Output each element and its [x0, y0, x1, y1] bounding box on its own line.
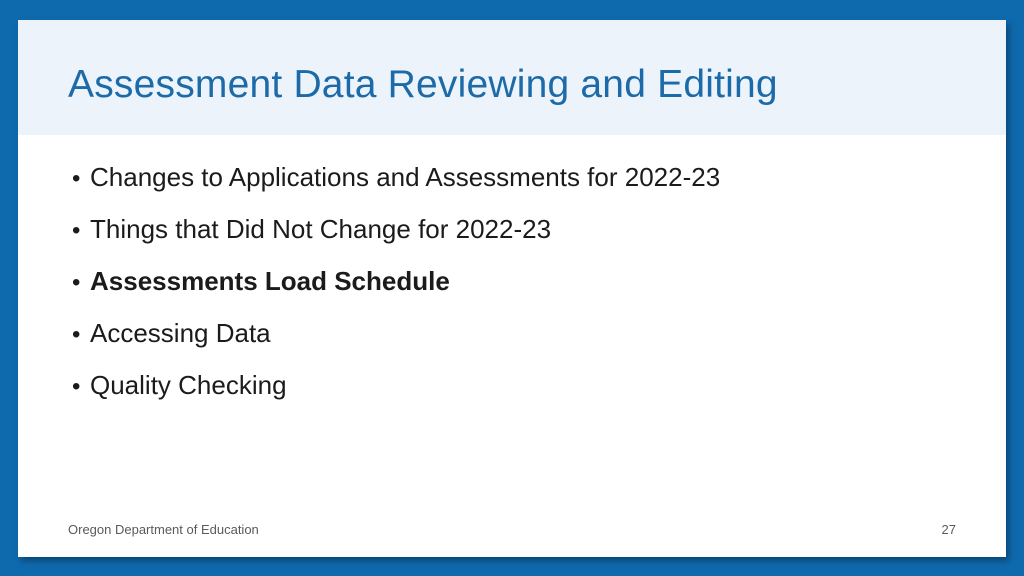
bullet-item-4 — [72, 370, 1006, 400]
footer-page-number: 27 — [941, 522, 956, 537]
bullet-item-3 — [72, 318, 1006, 348]
bullet-marker: • — [72, 217, 81, 244]
footer-organization: Oregon Department of Education — [68, 522, 259, 537]
bullet-marker: • — [72, 321, 81, 348]
bullet-text: Assessments Load Schedule — [90, 266, 450, 296]
slide-card — [18, 20, 1006, 557]
bullet-text: Changes to Applications and Assessments for 2022-23 — [90, 162, 721, 192]
bullet-text: Things that Did Not Change for 2022-23 — [90, 214, 552, 244]
bullet-text: Quality Checking — [90, 370, 287, 400]
bullet-text: Accessing Data — [90, 318, 271, 348]
bullet-item-2 — [72, 266, 1006, 296]
bullet-item-1 — [72, 214, 1006, 244]
bullet-marker: • — [72, 373, 81, 400]
bullet-marker: • — [72, 165, 81, 192]
title-band — [18, 20, 1006, 135]
bullet-item-0 — [72, 162, 1006, 192]
slide-title: Assessment Data Reviewing and Editing — [68, 62, 778, 106]
slide-footer — [18, 505, 1006, 557]
bullet-marker: • — [72, 269, 81, 296]
bullet-list — [18, 162, 1006, 422]
